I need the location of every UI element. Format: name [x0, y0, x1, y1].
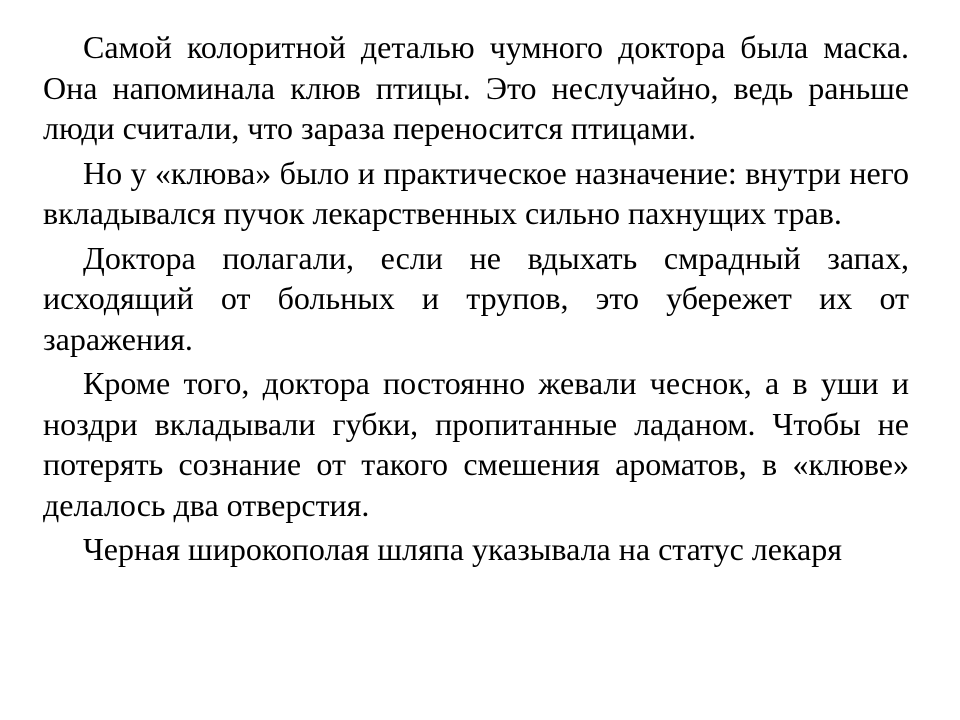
paragraph-black-hat: Черная широкополая шляпа указывала на статус лекаря	[83, 531, 842, 567]
paragraph-plague-mask: Самой колоритной деталью чумного доктора была маска. Она напоминала клюв птицы. Это неслучайно, ведь раньше люди считали, что зараза переносится птицами.	[43, 29, 909, 146]
text-body	[43, 27, 909, 574]
paragraph-doctors-belief: Доктора полагали, если не вдыхать смрадный запах, исходящий от больных и трупов, это убережет их от заражения.	[43, 239, 909, 357]
paragraph-garlic-sponges: Кроме того, доктора постоянно жевали чеснок, а в уши и ноздри вкладывали губки, пропитанные ладаном. Чтобы не потерять сознание от такого смешения ароматов, в «клюве» делалось два отверстия.	[43, 365, 909, 523]
paragraph-beak-purpose: Но у «клюва» было и практическое назначение: внутри него вкладывался пучок лекарственных сильно пахнущих трав.	[43, 154, 909, 231]
